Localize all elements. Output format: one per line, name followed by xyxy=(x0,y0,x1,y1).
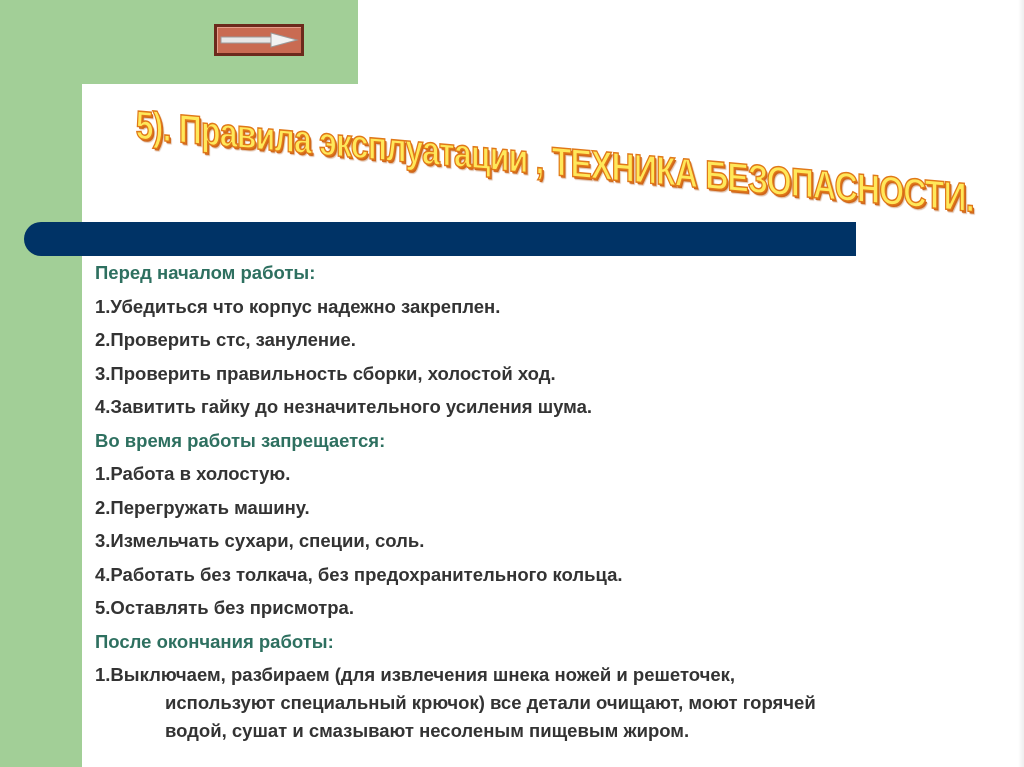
list-item-multiline xyxy=(95,661,995,745)
page-title-text: 5). Правила эксплуатации , ТЕХНИКА БЕЗОПАСНОСТИ. xyxy=(135,102,975,221)
list-item-line: используют специальный крючок) все детали очищают, моют горячей xyxy=(165,692,816,713)
list-item: 3.Измельчать сухари, специи, соль. xyxy=(95,530,425,551)
section-heading-after-work: После окончания работы: xyxy=(95,630,334,652)
list-item: 5.Оставлять без присмотра. xyxy=(95,597,354,618)
side-band xyxy=(0,0,82,767)
page-title xyxy=(100,102,1010,221)
list-item: 4.Завитить гайку до незначительного усиления шума. xyxy=(95,396,593,417)
list-item-line: водой, сушат и смазывают несоленым пищевым жиром. xyxy=(165,720,690,741)
list-item-line: 1.Выключаем, разбираем (для извлечения шнека ножей и решеточек, xyxy=(95,664,736,685)
section-heading-before-work: Перед началом работы: xyxy=(95,262,316,283)
arrow-right-icon xyxy=(217,27,301,53)
list-item: 2.Перегружать машину. xyxy=(95,496,310,518)
list-item: 2.Проверить стс, зануление. xyxy=(95,329,356,350)
next-slide-button[interactable] xyxy=(214,24,304,56)
list-item: 1.Убедиться что корпус надежно закреплен. xyxy=(95,295,501,317)
list-item: 3.Проверить правильность сборки, холостой ход. xyxy=(95,362,556,384)
list-item: 1.Работа в холостую. xyxy=(95,463,291,484)
title-divider-bar xyxy=(24,222,856,256)
slide-content xyxy=(95,256,995,745)
slide-edge xyxy=(1018,0,1024,767)
section-heading-during-work: Во время работы запрещается: xyxy=(95,429,386,451)
list-item: 4.Работать без толкача, без предохранительного кольца. xyxy=(95,563,623,585)
